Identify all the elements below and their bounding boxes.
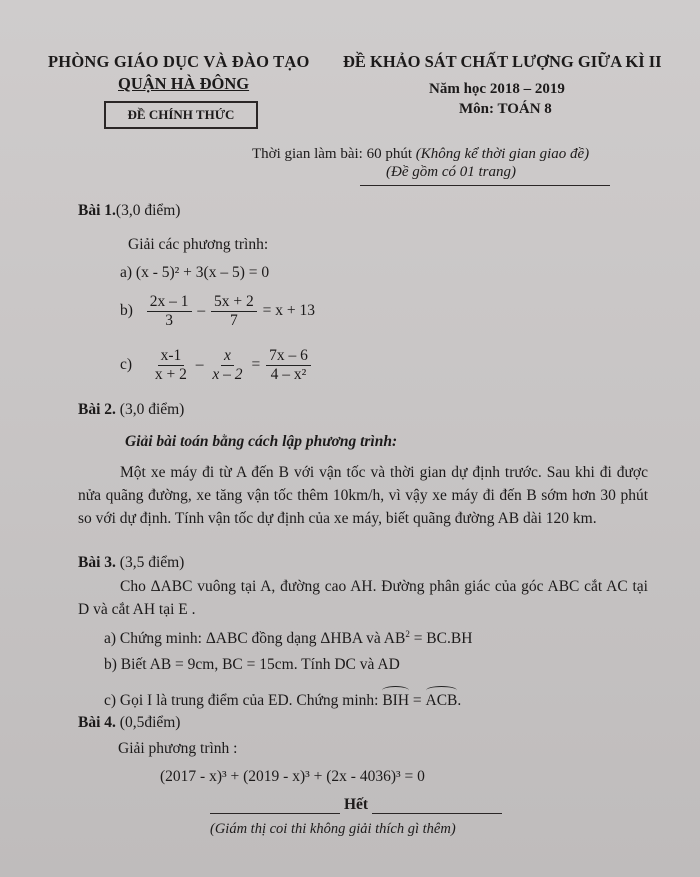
numerator: 7x – 6 [266, 347, 311, 366]
official-label: ĐỀ CHÍNH THỨC [127, 107, 235, 122]
problem-2-title: Bài 2. [78, 401, 116, 418]
fraction [211, 293, 257, 330]
superscript: 2 [405, 629, 410, 639]
numerator: x-1 [158, 347, 185, 366]
denominator: x – 2 [212, 366, 243, 383]
problem-4-equation: (2017 - x)³ + (2019 - x)³ + (2x - 4036)³ = 0 [160, 768, 425, 785]
department-name: PHÒNG GIÁO DỤC VÀ ĐÀO TẠO [48, 52, 310, 71]
district-name: QUẬN HÀ ĐÔNG [118, 74, 250, 93]
problem-2-body: Một xe máy đi từ A đến B với vận tốc và thời gian dự định trước. Sau khi đi được nửa quãng đường, xe tăng vận tốc thêm 10km/h, vì vậy xe máy đi đến B sớm hơn 30 phút so với dự định. Tính vận tốc dự định của xe máy, biết quãng đường AB dài 120 km. [78, 464, 648, 527]
denominator: 7 [230, 312, 238, 329]
problem-4-heading [78, 713, 180, 733]
equals: = [409, 692, 426, 709]
end-label: Hết [344, 796, 369, 813]
problem-1a [120, 263, 269, 283]
end-rule-left [210, 813, 340, 814]
problem-1c [120, 347, 313, 384]
fraction [209, 347, 245, 384]
problem-3a [104, 624, 472, 649]
numerator: 2x – 1 [147, 293, 192, 312]
numerator: x [221, 347, 234, 366]
pages-note: (Đề gồm có 01 trang) [386, 164, 516, 180]
equals: = [251, 356, 261, 374]
problem-1-instruction: Giải các phương trình: [128, 236, 269, 253]
footer-note: (Giám thị coi thi không giải thích gì thêm) [210, 821, 456, 837]
denominator: 4 – x² [270, 366, 307, 383]
part-text: a) Chứng minh: ΔABC đồng dạng ΔHBA và AB [104, 630, 406, 648]
problem-1-title: Bài 1. [78, 202, 116, 219]
time-label: Thời gian làm bài: 60 phút [252, 146, 412, 162]
end-rule-right [372, 813, 502, 814]
angle-acb: ACB [425, 692, 458, 709]
time-info [252, 146, 589, 163]
problem-3-heading [78, 553, 184, 573]
rhs: = x + 13 [262, 302, 316, 320]
numerator: 5x + 2 [211, 293, 257, 312]
problem-4-title: Bài 4. [78, 714, 116, 731]
part-text: = BC.BH [409, 630, 473, 648]
problem-3b: b) Biết AB = 9cm, BC = 15cm. Tính DC và AD [104, 656, 400, 673]
problem-3-title: Bài 3. [78, 554, 116, 571]
problem-1b [120, 293, 315, 330]
equation: (x - 5)² + 3(x – 5) = 0 [135, 264, 270, 281]
school-year: Năm học 2018 – 2019 [429, 81, 565, 97]
part-label: a) [120, 264, 133, 281]
problem-1-heading [78, 201, 180, 221]
part-label: b) [120, 302, 133, 320]
problem-2-instruction: Giải bài toán bằng cách lập phương trình: [125, 433, 398, 450]
problem-3c [104, 691, 461, 711]
problem-4-instruction: Giải phương trình : [118, 740, 238, 757]
fraction [147, 293, 192, 330]
fraction [152, 347, 190, 384]
operator: – [197, 302, 206, 320]
part-text: c) Gọi I là trung điểm của ED. Chứng minh: [104, 692, 383, 709]
problem-1-points: (3,0 điểm) [115, 202, 181, 219]
operator: – [195, 356, 204, 374]
part-label: c) [120, 356, 133, 374]
problem-4-points: (0,5điểm) [119, 714, 181, 731]
problem-2-points: (3,0 điểm) [119, 401, 185, 418]
problem-2-heading [78, 400, 184, 420]
denominator: x + 2 [154, 366, 187, 383]
fraction [266, 347, 311, 384]
denominator: 3 [165, 312, 174, 329]
exam-title: ĐỀ KHẢO SÁT CHẤT LƯỢNG GIỮA KÌ II [343, 52, 662, 71]
subject: Môn: TOÁN 8 [459, 101, 552, 117]
period: . [457, 692, 462, 709]
official-label-box [104, 101, 258, 129]
problem-3-body: Cho ΔABC vuông tại A, đường cao AH. Đường phân giác của góc ABC cắt AC tại D và cắt AH tại E . [78, 578, 648, 618]
angle-bih: BIH [382, 692, 410, 709]
problem-3-points: (3,5 điểm) [119, 554, 185, 571]
header-divider [360, 185, 610, 186]
time-note: (Không kể thời gian giao đề) [415, 146, 590, 162]
